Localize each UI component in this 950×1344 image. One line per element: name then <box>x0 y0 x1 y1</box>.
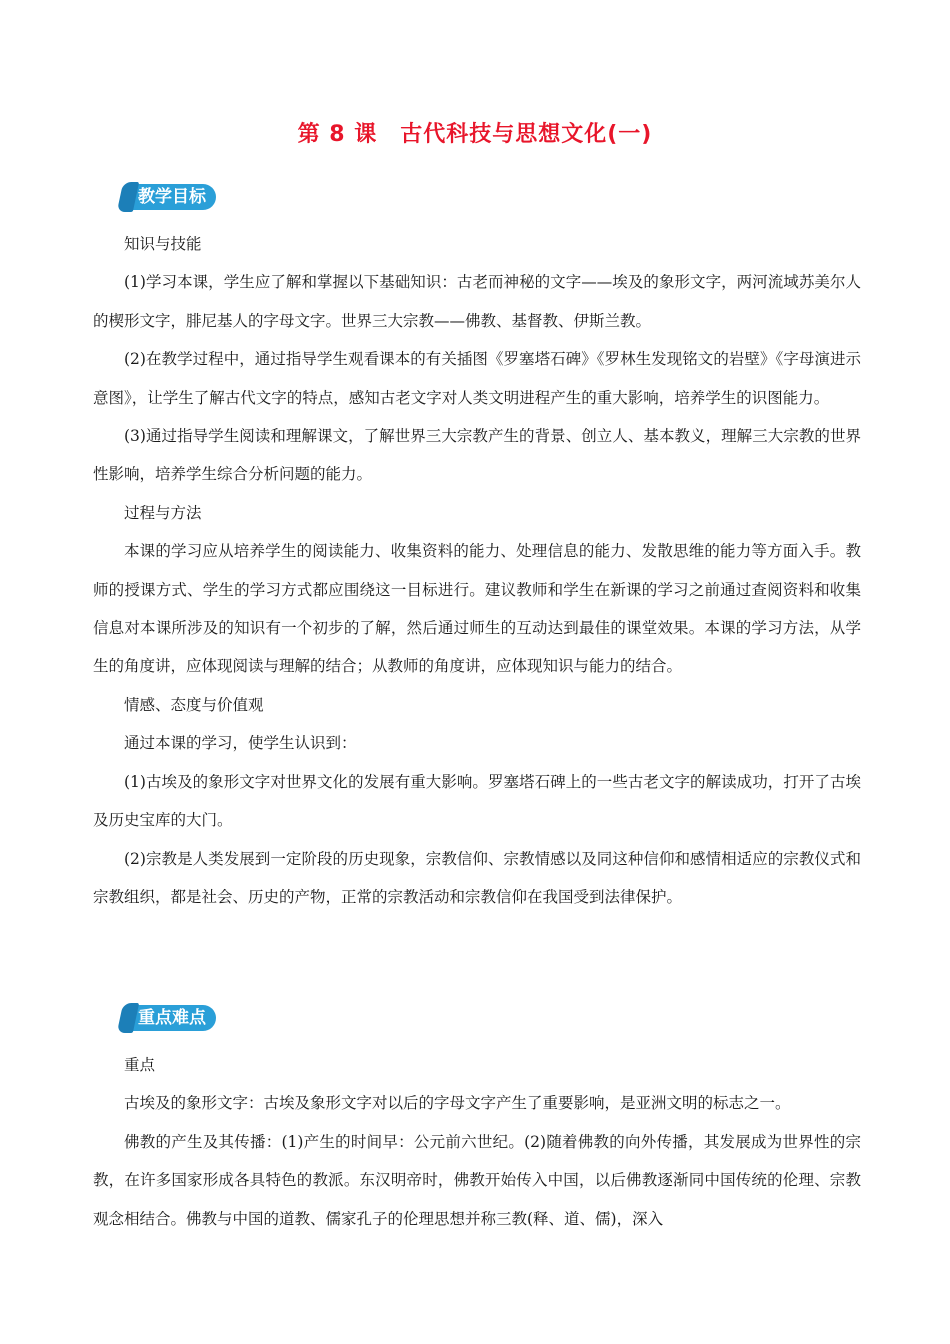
paragraph: (3)通过指导学生阅读和理解课文，了解世界三大宗教产生的背景、创立人、基本教义，理解三大宗教的世界性影响，培养学生综合分析问题的能力。 <box>93 427 861 484</box>
section-heading: 知识与技能 <box>124 235 202 253</box>
section-heading: 情感、态度与价值观 <box>124 695 264 714</box>
key-points-section <box>93 1046 861 1238</box>
paragraph: 本课的学习应从培养学生的阅读能力、收集资料的能力、处理信息的能力、发散思维的能力等方面入手。教师的授课方式、学生的学习方式都应围绕这一目标进行。建议教师和学生在新课的学习之前通过查阅资料和收集信息对本课所涉及的知识有一个初步的了解，然后通过师生的互动达到最佳的课堂效果。本课的学习方法，从学生的角度讲，应体现阅读与理解的结合；从教师的角度讲，应体现知识与能力的结合。 <box>93 542 861 676</box>
badge-label: 重点难点 <box>138 1008 206 1028</box>
paragraph: 佛教的产生及其传播：(1)产生的时间早：公元前六世纪。(2)随着佛教的向外传播，其发展成为世界性的宗教，在许多国家形成各具特色的教派。东汉明帝时，佛教开始传入中国，以后佛教逐渐同中国传统的伦理、宗教观念相结合。佛教与中国的道教、儒家孔子的伦理思想并称三教(释、道、儒)，深入 <box>93 1132 861 1228</box>
paragraph: (2)宗教是人类发展到一定阶段的历史现象，宗教信仰、宗教情感以及同这种信仰和感情相适应的宗教仪式和宗教组织，都是社会、历史的产物，正常的宗教活动和宗教信仰在我国受到法律保护。 <box>93 849 861 906</box>
teaching-goals-badge <box>120 180 220 214</box>
section-heading: 过程与方法 <box>124 503 202 522</box>
paragraph: (2)在教学过程中，通过指导学生观看课本的有关插图《罗塞塔石碑》《罗林生发现铭文的岩壁》《字母演进示意图》，让学生了解古代文字的特点，感知古老文字对人类文明进程产生的重大影响，培养学生的识图能力。 <box>93 350 861 407</box>
paragraph: 通过本课的学习，使学生认识到： <box>124 734 357 753</box>
section-heading: 重点 <box>124 1056 156 1074</box>
teaching-goals-section <box>93 225 861 916</box>
paragraph: 古埃及的象形文字：古埃及象形文字对以后的字母文字产生了重要影响，是亚洲文明的标志之一。 <box>124 1094 791 1113</box>
badge-label: 教学目标 <box>138 187 206 207</box>
paragraph: (1)学习本课，学生应了解和掌握以下基础知识：古老而神秘的文字——埃及的象形文字，两河流域苏美尔人的楔形文字，腓尼基人的字母文字。世界三大宗教——佛教、基督教、伊斯兰教。 <box>93 273 861 330</box>
lesson-title: 第 8 课 古代科技与思想文化(一) <box>297 122 653 147</box>
paragraph: (1)古埃及的象形文字对世界文化的发展有重大影响。罗塞塔石碑上的一些古老文字的解读成功，打开了古埃及历史宝库的大门。 <box>93 772 861 830</box>
key-points-badge <box>120 1001 220 1035</box>
